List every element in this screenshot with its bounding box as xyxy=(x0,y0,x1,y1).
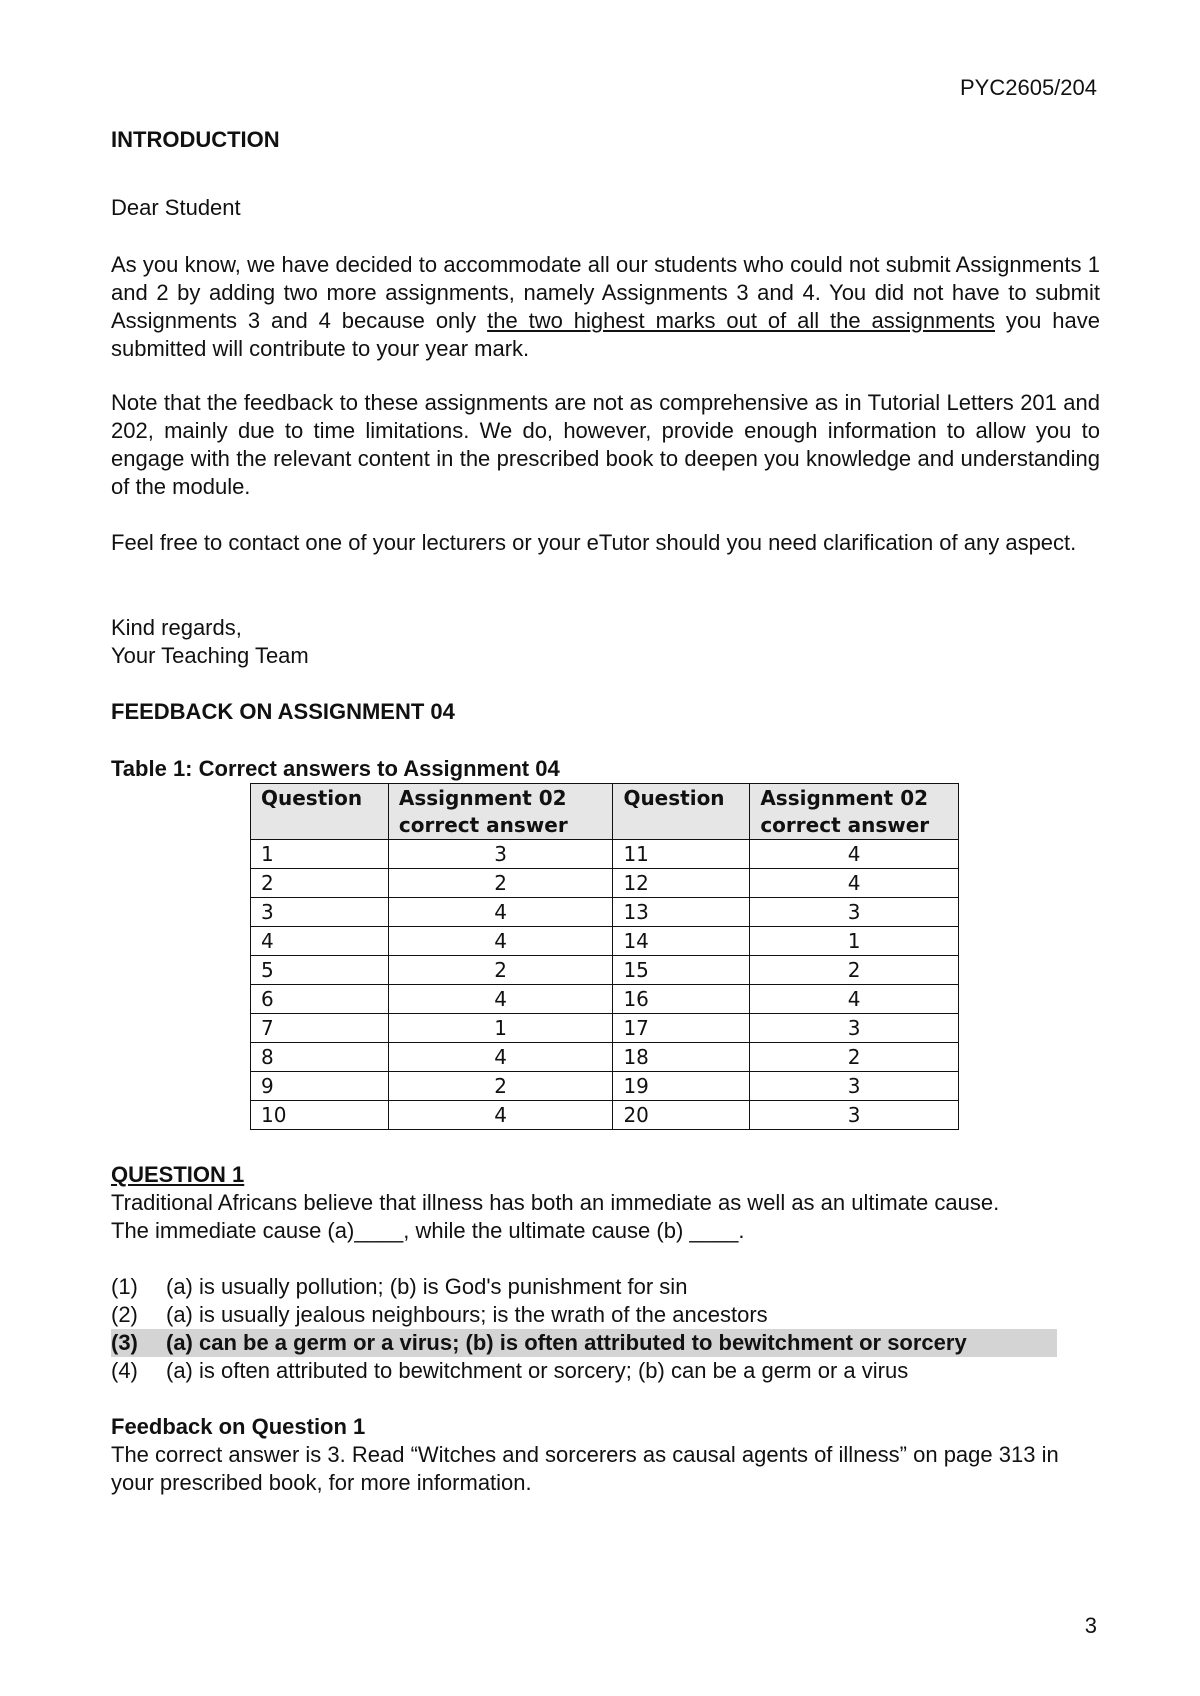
table-cell: 2 xyxy=(750,956,959,985)
table-cell: 3 xyxy=(750,1014,959,1043)
table-cell: 4 xyxy=(388,927,613,956)
table-row xyxy=(251,985,959,1014)
closing: Kind regards, xyxy=(111,615,242,640)
table-cell: 16 xyxy=(613,985,750,1014)
intro-paragraph-1 xyxy=(111,251,1100,363)
table-cell: 2 xyxy=(388,1072,613,1101)
feedback-heading: FEEDBACK ON ASSIGNMENT 04 xyxy=(111,699,455,724)
table-cell: 2 xyxy=(750,1043,959,1072)
page-number: 3 xyxy=(1084,1613,1097,1638)
feedback-question-1-text: The correct answer is 3. Read “Witches and sorcerers as causal agents of illness” on page 313 in your prescribed book, for more information. xyxy=(111,1442,1059,1495)
option-number: (4) xyxy=(111,1358,138,1383)
table-header-row xyxy=(251,784,959,840)
table-row xyxy=(251,1072,959,1101)
table-row xyxy=(251,927,959,956)
feedback-question-1-heading: Feedback on Question 1 xyxy=(111,1414,366,1439)
table-cell: 12 xyxy=(613,869,750,898)
introduction-heading: INTRODUCTION xyxy=(111,127,280,152)
option-number: (2) xyxy=(111,1302,138,1327)
table-cell: 19 xyxy=(613,1072,750,1101)
table-cell: 3 xyxy=(388,840,613,869)
salutation: Dear Student xyxy=(111,195,241,220)
table-row xyxy=(251,1014,959,1043)
table-cell: 4 xyxy=(388,985,613,1014)
answers-table xyxy=(250,783,959,1130)
table-row xyxy=(251,840,959,869)
option-text: (a) is often attributed to bewitchment or sorcery; (b) can be a germ or a virus xyxy=(166,1358,909,1383)
table-row xyxy=(251,956,959,985)
table-cell: 3 xyxy=(750,1072,959,1101)
table-row xyxy=(251,898,959,927)
question-1-heading: QUESTION 1 xyxy=(111,1162,245,1187)
question-1-stem-line-1: Traditional Africans believe that illness has both an immediate as well as an ultimate cause. xyxy=(111,1190,1000,1215)
table-cell: 3 xyxy=(750,898,959,927)
table-cell: 20 xyxy=(613,1101,750,1130)
table-header-cell: Question xyxy=(613,784,750,840)
table-cell: 3 xyxy=(251,898,389,927)
table-cell: 4 xyxy=(750,840,959,869)
table-cell: 1 xyxy=(251,840,389,869)
table-cell: 4 xyxy=(388,898,613,927)
table-cell: 13 xyxy=(613,898,750,927)
table-cell: 9 xyxy=(251,1072,389,1101)
table-cell: 15 xyxy=(613,956,750,985)
table-cell: 7 xyxy=(251,1014,389,1043)
table-cell: 17 xyxy=(613,1014,750,1043)
option-text: (a) is usually pollution; (b) is God's punishment for sin xyxy=(166,1274,688,1299)
option-text: (a) is usually jealous neighbours; is the wrath of the ancestors xyxy=(166,1302,768,1327)
table-caption: Table 1: Correct answers to Assignment 04 xyxy=(111,756,560,781)
table-cell: 18 xyxy=(613,1043,750,1072)
table-cell: 10 xyxy=(251,1101,389,1130)
table-row xyxy=(251,869,959,898)
question-1-stem-line-2: The immediate cause (a)____, while the ultimate cause (b) ____. xyxy=(111,1218,745,1243)
option-text: (a) can be a germ or a virus; (b) is often attributed to bewitchment or sorcery xyxy=(166,1330,967,1355)
table-cell: 1 xyxy=(750,927,959,956)
table-cell: 4 xyxy=(388,1101,613,1130)
table-cell: 2 xyxy=(388,869,613,898)
document-code: PYC2605/204 xyxy=(960,75,1097,100)
intro-paragraph-1-underlined: the two highest marks out of all the assignments xyxy=(487,308,996,333)
intro-paragraph-2: Note that the feedback to these assignments are not as comprehensive as in Tutorial Letters 201 and 202, mainly due to time limitations. We do, however, provide enough information to allow you to engage with the relevant content in the prescribed book to deepen you knowledge and understanding of the module. xyxy=(111,390,1100,499)
table-header-cell: Assignment 02 correct answer xyxy=(750,784,959,840)
table-cell: 6 xyxy=(251,985,389,1014)
option-1 xyxy=(111,1273,1071,1301)
option-number: (1) xyxy=(111,1274,138,1299)
table-row xyxy=(251,1043,959,1072)
table-cell: 4 xyxy=(251,927,389,956)
table-cell: 4 xyxy=(388,1043,613,1072)
table-header-cell: Question xyxy=(251,784,389,840)
table-cell: 14 xyxy=(613,927,750,956)
signature: Your Teaching Team xyxy=(111,643,309,668)
intro-paragraph-1-end: you have submitted will contribute to your year mark. xyxy=(111,308,1101,361)
table-cell: 4 xyxy=(750,869,959,898)
table-cell: 2 xyxy=(251,869,389,898)
option-3-correct xyxy=(111,1329,1057,1357)
table-cell: 11 xyxy=(613,840,750,869)
table-cell: 2 xyxy=(388,956,613,985)
option-number: (3) xyxy=(111,1330,138,1355)
table-cell: 3 xyxy=(750,1101,959,1130)
table-header-cell: Assignment 02 correct answer xyxy=(388,784,613,840)
table-row xyxy=(251,1101,959,1130)
option-4 xyxy=(111,1357,1071,1385)
table-cell: 4 xyxy=(750,985,959,1014)
table-cell: 1 xyxy=(388,1014,613,1043)
table-cell: 5 xyxy=(251,956,389,985)
table-cell: 8 xyxy=(251,1043,389,1072)
option-2 xyxy=(111,1301,1071,1329)
intro-paragraph-1-start: As you know, we have decided to accommodate all our students who could not submit Assignments 1 and 2 by adding two more assignments, namely Assignments 3 and 4. You did not have to submit Assignments 3 and 4 because only xyxy=(111,252,1100,333)
intro-paragraph-3: Feel free to contact one of your lecturers or your eTutor should you need clarification of any aspect. xyxy=(111,530,1077,555)
